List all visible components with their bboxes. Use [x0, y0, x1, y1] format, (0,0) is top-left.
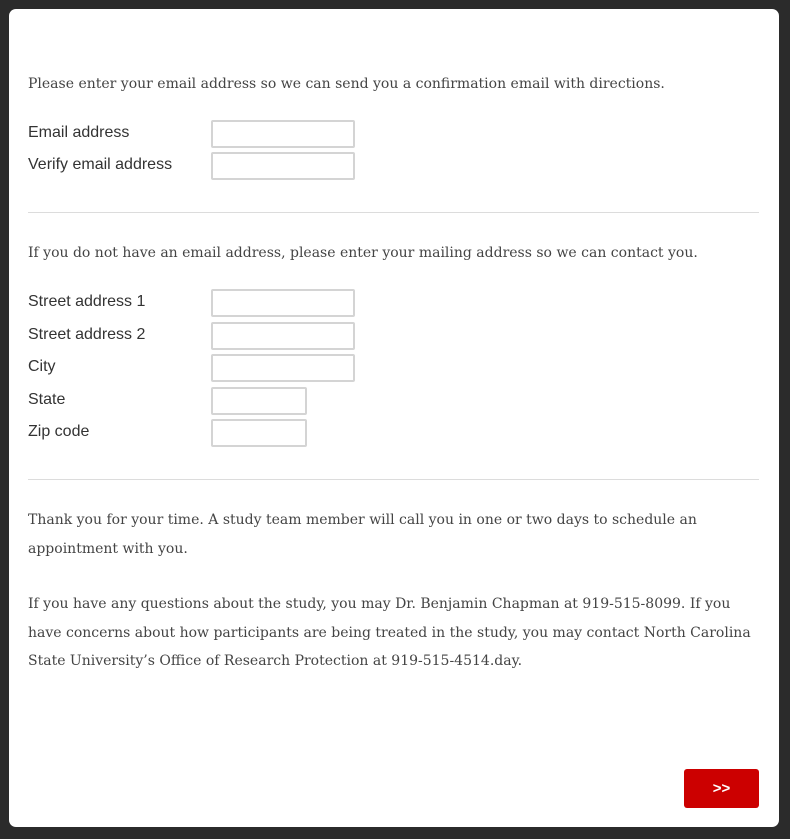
contact-info-text: If you have any questions about the study, you may Dr. Benjamin Chapman at 919-515-8099. If you have concerns about how participants are being treated in the study, you may contact North Carolina State University’s Office of Research Protection at 919-515-4514.day. — [28, 596, 751, 669]
section-divider — [28, 212, 759, 213]
verify-email-label: Verify email address — [28, 156, 173, 173]
survey-card — [9, 9, 779, 827]
city-label: City — [28, 358, 56, 375]
street1-input[interactable] — [211, 289, 355, 317]
email-label: Email address — [28, 124, 130, 141]
state-label: State — [28, 391, 66, 408]
street2-label: Street address 2 — [28, 326, 146, 343]
zip-input[interactable] — [211, 419, 307, 447]
email-input[interactable] — [211, 120, 355, 148]
zip-label: Zip code — [28, 423, 90, 440]
city-input[interactable] — [211, 354, 355, 382]
street1-label: Street address 1 — [28, 293, 146, 310]
section-divider — [28, 479, 759, 480]
thank-you-text: Thank you for your time. A study team member will call you in one or two days to schedule an appointment with you. — [28, 512, 697, 557]
mailing-instructions: If you do not have an email address, please enter your mailing address so we can contact you. — [28, 245, 698, 261]
verify-email-input[interactable] — [211, 152, 355, 180]
street2-input[interactable] — [211, 322, 355, 350]
state-input[interactable] — [211, 387, 307, 415]
email-instructions: Please enter your email address so we can send you a confirmation email with directions. — [28, 76, 665, 92]
next-button[interactable]: >> — [684, 769, 759, 808]
